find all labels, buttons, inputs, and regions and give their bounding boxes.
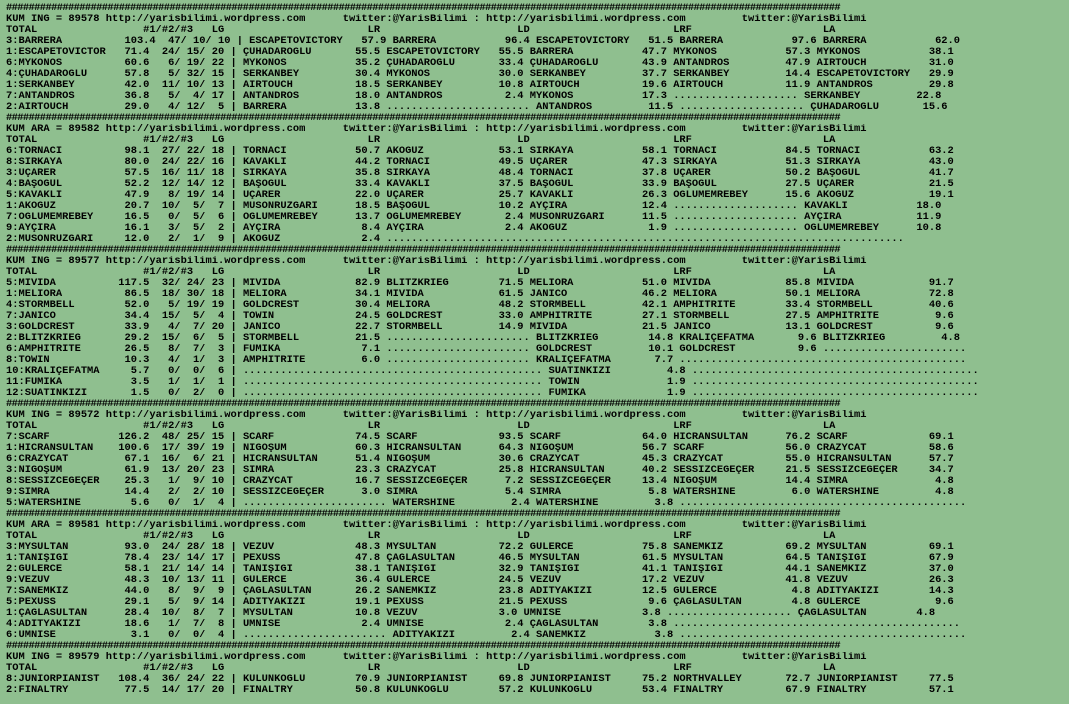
race-header-line: KUM ING = 89579 http://yarisbilimi.wordpress.com twitter:@YarisBilimi : http://yarisbilimi.wordpress.com twitter:@YarisBilimi xyxy=(6,652,867,663)
race-block xyxy=(6,245,1069,399)
column-header-line: TOTAL #1/#2/#3 LG LR LD LRF LA xyxy=(6,663,836,674)
result-row: 3:UÇARER 57.5 16/ 11/ 18 | SIRKAYA 35.8 SIRKAYA 48.4 TORNACI 37.8 UÇARER 50.2 BAŞOĞUL 41.7 xyxy=(6,168,954,179)
race-block xyxy=(6,3,1069,113)
result-row: 5:PEXUSS 29.1 5/ 9/ 14 | ADİTYAKIZI 19.1 PEXUSS 21.5 PEXUSS 9.6 ÇAĞLASULTAN 4.8 GÜLERCE 9.6 xyxy=(6,597,954,608)
race-block xyxy=(6,641,1069,696)
separator-line: #################################################################################################################################################### xyxy=(6,113,841,124)
result-row: 8:TOWIN 10.3 4/ 1/ 3 | AMPHITRITE 6.0 ....................... KRALİÇEFATMA 7.7 .............................................. xyxy=(6,355,967,366)
column-header-line: TOTAL #1/#2/#3 LG LR LD LRF LA xyxy=(6,531,836,542)
race-header-line: KUM ING = 89572 http://yarisbilimi.wordpress.com twitter:@YarisBilimi : http://yarisbilimi.wordpress.com twitter:@YarisBilimi xyxy=(6,410,867,421)
separator-line: #################################################################################################################################################### xyxy=(6,509,841,520)
result-row: 7:SANEMKIZ 44.0 8/ 9/ 9 | ÇAĞLASULTAN 26.2 SANEMKIZ 23.8 ADİTYAKIZI 12.5 GÜLERCE 4.8 ADİTYAKIZI 14.3 xyxy=(6,586,954,597)
result-row: 4:STORMBELL 52.0 5/ 19/ 19 | GOLDCREST 30.4 MELIORA 48.2 STORMBELL 42.1 AMPHITRITE 33.4 STORMBELL 40.6 xyxy=(6,300,954,311)
result-row: 7:JANİCO 34.4 15/ 5/ 4 | TOWIN 24.5 GOLDCREST 33.0 AMPHITRITE 27.1 STORMBELL 27.5 AMPHITRITE 9.6 xyxy=(6,311,954,322)
result-row: 6:UMNISE 3.1 0/ 0/ 4 | ....................... ADİTYAKIZI 2.4 SANEMKIZ 3.8 .............................................. xyxy=(6,630,967,641)
result-row: 1:SERKANBEY 42.0 11/ 10/ 13 | AIRTOUCH 18.5 SERKANBEY 10.8 AIRTOUCH 19.6 AIRTOUCH 11.9 ANTANDROS 29.8 xyxy=(6,80,954,91)
result-row: 9:VEZÜV 48.3 10/ 13/ 11 | GÜLERCE 36.4 GÜLERCE 24.5 VEZÜV 17.2 VEZÜV 41.8 VEZÜV 26.3 xyxy=(6,575,954,586)
result-row: 3:GOLDCREST 33.9 4/ 7/ 20 | JANİCO 22.7 STORMBELL 14.9 MIVIDA 21.5 JANİCO 13.1 GOLDCREST 9.6 xyxy=(6,322,954,333)
result-row: 4:BAŞOĞUL 52.2 12/ 14/ 12 | BAŞOĞUL 33.4 KAVAKLI 37.5 BAŞOĞUL 33.9 BAŞOĞUL 27.5 UÇARER 21.5 xyxy=(6,179,954,190)
result-row: 5:MIVIDA 117.5 32/ 24/ 23 | MIVIDA 82.9 BLITZKRIEG 71.5 MELIORA 51.0 MIVIDA 85.8 MIVIDA 91.7 xyxy=(6,278,954,289)
result-row: 1:ÇAĞLASULTAN 28.4 10/ 8/ 7 | MYSULTAN 10.8 VEZÜV 3.0 UMNISE 3.8 .................... ÇAĞLASULTAN 4.8 xyxy=(6,608,936,619)
result-row: 2:BLITZKRIEG 29.2 15/ 6/ 5 | STORMBELL 21.5 ....................... BLITZKRIEG 14.8 KRALİÇEFATMA 9.6 BLITZKRIEG 4.8 xyxy=(6,333,961,344)
result-row: 7:SCARF 126.2 48/ 25/ 15 | SCARF 74.5 SCARF 93.5 SCARF 64.0 HİCRANSULTAN 76.2 SCARF 69.1 xyxy=(6,432,954,443)
result-row: 3:NİGOŞUM 61.9 13/ 20/ 23 | SIMRA 23.3 CRAZYCAT 25.8 HİCRANSULTAN 40.2 SESSİZCEGEÇER 21.5 SESSİZCEGEÇER 34.7 xyxy=(6,465,954,476)
separator-line: #################################################################################################################################################### xyxy=(6,245,841,256)
race-block xyxy=(6,113,1069,245)
result-row: 1:AKOĞUZ 20.7 10/ 5/ 7 | MUSONRÜZGARI 18.5 BAŞOĞUL 10.2 AYÇIRA 12.4 .................... KAVAKLI 18.0 xyxy=(6,201,942,212)
result-row: 9:AYÇIRA 16.1 3/ 5/ 2 | AYÇIRA 8.4 AYÇIRA 2.4 AKOĞUZ 1.9 .................... OĞLUMEMREBEY 10.8 xyxy=(6,223,942,234)
separator-line: #################################################################################################################################################### xyxy=(6,399,841,410)
race-header-line: KUM ING = 89577 http://yarisbilimi.wordpress.com twitter:@YarisBilimi : http://yarisbilimi.wordpress.com twitter:@YarisBilimi xyxy=(6,256,867,267)
separator-line: #################################################################################################################################################### xyxy=(6,3,841,14)
result-row: 2:GÜLERCE 58.1 21/ 14/ 14 | TANIŞIĞI 38.1 TANIŞIĞI 32.9 TANIŞIĞI 41.1 TANIŞIĞI 44.1 SANEMKIZ 37.0 xyxy=(6,564,954,575)
result-row: 8:SESSİZCEGEÇER 25.3 1/ 9/ 10 | CRAZYCAT 16.7 SESSİZCEGEÇER 7.2 SESSİZCEGEÇER 13.4 NİGOŞUM 14.4 SIMRA 4.8 xyxy=(6,476,954,487)
race-header-line: KUM ING = 89578 http://yarisbilimi.wordpress.com twitter:@YarisBilimi : http://yarisbilimi.wordpress.com twitter:@YarisBilimi xyxy=(6,14,867,25)
result-row: 7:ANTANDROS 36.8 5/ 4/ 17 | ANTANDROS 18.0 ANTANDROS 2.4 MYKONOS 17.3 .................... SERKANBEY 22.8 xyxy=(6,91,942,102)
result-row: 2:AIRTOUCH 29.0 4/ 12/ 5 | BARRERA 13.8 ....................... ANTANDROS 11.5 .................... ÇUHADAROĞLU 15.6 xyxy=(6,102,948,113)
column-header-line: TOTAL #1/#2/#3 LG LR LD LRF LA xyxy=(6,25,836,36)
result-row: 1:HİCRANSULTAN 100.6 17/ 39/ 19 | NİGOŞUM 60.3 HİCRANSULTAN 64.3 NİGOŞUM 56.7 SCARF 56.0 CRAZYCAT 58.6 xyxy=(6,443,954,454)
result-row: 1:ESCAPETOVICTOR 71.4 24/ 15/ 20 | ÇUHADAROĞLU 55.5 ESCAPETOVICTORY 55.5 BARRERA 47.7 MYKONOS 57.3 MYKONOS 38.1 xyxy=(6,47,954,58)
result-row: 9:SIMRA 14.4 2/ 2/ 10 | SESSİZCEGEÇER 3.0 SIMRA 5.4 SIMRA 5.8 WATERSHINE 6.0 WATERSHINE 4.8 xyxy=(6,487,954,498)
column-header-line: TOTAL #1/#2/#3 LG LR LD LRF LA xyxy=(6,421,836,432)
race-header-line: KUM ARA = 89581 http://yarisbilimi.wordpress.com twitter:@YarisBilimi : http://yarisbilimi.wordpress.com twitter:@YarisBilimi xyxy=(6,520,867,531)
result-row: 8:SIRKAYA 80.0 24/ 22/ 16 | KAVAKLI 44.2 TORNACI 49.5 UÇARER 47.3 SIRKAYA 51.3 SIRKAYA 43.0 xyxy=(6,157,954,168)
result-row: 11:FUMIKA 3.5 1/ 1/ 1 | ................................................ TOWIN 1.9 .............................................. xyxy=(6,377,979,388)
result-row: 8:JUNIORPIANIST 108.4 36/ 24/ 22 | KÜLÜNKOĞLU 70.9 JUNIORPIANIST 69.8 JUNIORPIANIST 75.2 NORTHVALLEY 72.7 JUNIORPIANIST 77.5 xyxy=(6,674,954,685)
result-row: 5:KAVAKLI 47.9 8/ 19/ 14 | UÇARER 22.0 UÇARER 25.7 KAVAKLI 26.3 OĞLUMEMREBEY 15.6 AKOĞUZ 19.1 xyxy=(6,190,954,201)
column-header-line: TOTAL #1/#2/#3 LG LR LD LRF LA xyxy=(6,135,836,146)
result-row: 1:TANIŞIĞI 78.4 23/ 14/ 17 | PEXUSS 47.8 ÇAĞLASULTAN 46.5 MYSULTAN 61.5 MYSULTAN 64.5 TANIŞIĞI 67.9 xyxy=(6,553,954,564)
race-block xyxy=(6,399,1069,509)
result-row: 4:ÇUHADAROĞLU 57.8 5/ 32/ 15 | SERKANBEY 30.4 MYKONOS 30.0 SERKANBEY 37.7 SERKANBEY 14.4 ESCAPETOVICTORY 29.9 xyxy=(6,69,954,80)
result-row: 2:FINALTRY 77.5 14/ 17/ 20 | FINALTRY 50.8 KÜLÜNKOĞLU 57.2 KÜLÜNKOĞLU 53.4 FINALTRY 67.9 FINALTRY 57.1 xyxy=(6,685,954,696)
result-row: 4:ADİTYAKIZI 18.6 1/ 7/ 8 | UMNISE 2.4 UMNISE 2.4 ÇAĞLASULTAN 3.8 .............................................. xyxy=(6,619,961,630)
result-row: 7:OĞLUMEMREBEY 16.5 0/ 5/ 6 | OĞLUMEMREBEY 13.7 OĞLUMEMREBEY 2.4 MUSONRÜZGARI 11.5 .................... AYÇIRA 11.9 xyxy=(6,212,942,223)
column-header-line: TOTAL #1/#2/#3 LG LR LD LRF LA xyxy=(6,267,836,278)
result-row: 5:WATERSHINE 5.6 0/ 1/ 4 | ....................... WATERSHINE 2.4 WATERSHINE 3.8 .............................................. xyxy=(6,498,967,509)
race-header-line: KUM ARA = 89582 http://yarisbilimi.wordpress.com twitter:@YarisBilimi : http://yarisbilimi.wordpress.com twitter:@YarisBilimi xyxy=(6,124,867,135)
result-row: 3:MYSULTAN 93.0 24/ 28/ 18 | VEZÜV 48.3 MYSULTAN 72.2 GÜLERCE 75.8 SANEMKIZ 69.2 MYSULTAN 69.1 xyxy=(6,542,954,553)
result-row: 2:MUSONRÜZGARI 12.0 2/ 1/ 9 | AKOĞUZ 2.4 ................................................................................... xyxy=(6,234,904,245)
result-row: 6:MYKONOS 60.6 6/ 19/ 22 | MYKONOS 35.2 ÇUHADAROĞLU 33.4 ÇUHADAROĞLU 43.9 ANTANDROS 47.9 AIRTOUCH 31.0 xyxy=(6,58,954,69)
result-row: 6:AMPHITRITE 26.5 8/ 7/ 3 | FUMIKA 7.1 ....................... GOLDCREST 10.1 GOLDCREST 9.6 ....................... xyxy=(6,344,967,355)
result-row: 10:KRALİÇEFATMA 5.7 0/ 0/ 6 | ................................................ SUATİNKIZI 4.8 .............................................. xyxy=(6,366,979,377)
result-row: 6:TORNACI 98.1 27/ 22/ 18 | TORNACI 50.7 AKOĞUZ 53.1 SIRKAYA 58.1 TORNACI 84.5 TORNACI 63.2 xyxy=(6,146,954,157)
result-row: 3:BARRERA 103.4 47/ 10/ 10 | ESCAPETOVICTORY 57.9 BARRERA 96.4 ESCAPETOVICTORY 51.5 BARRERA 97.6 BARRERA 62.0 xyxy=(6,36,961,47)
result-row: 6:CRAZYCAT 67.1 16/ 6/ 21 | HİCRANSULTAN 51.4 NİGOŞUM 30.6 CRAZYCAT 45.3 CRAZYCAT 55.0 HİCRANSULTAN 57.7 xyxy=(6,454,954,465)
result-row: 1:MELIORA 86.5 18/ 30/ 18 | MELIORA 34.1 MIVIDA 61.5 JANİCO 46.2 MELIORA 50.1 MELIORA 72.8 xyxy=(6,289,954,300)
race-block xyxy=(6,509,1069,641)
result-row: 12:SUATİNKIZI 1.5 0/ 2/ 0 | ................................................ FUMIKA 1.9 .............................................. xyxy=(6,388,979,399)
separator-line: #################################################################################################################################################### xyxy=(6,641,841,652)
